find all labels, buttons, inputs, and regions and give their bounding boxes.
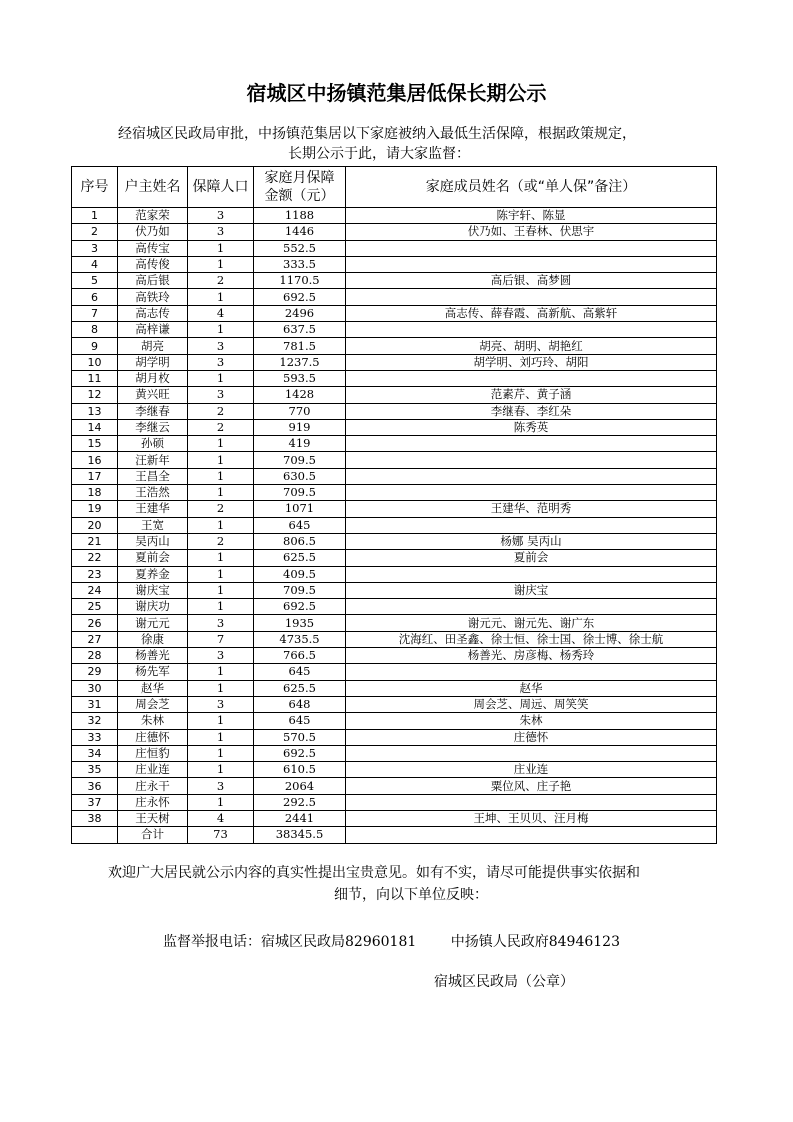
table-row: [72, 550, 717, 566]
cell-amount: 645: [254, 713, 346, 729]
cell-members: 谢庆宝: [346, 582, 717, 598]
cell-population: 4: [188, 810, 254, 826]
cell-members: 周会芝、周远、周笑笑: [346, 696, 717, 712]
cell-members: [346, 599, 717, 615]
cell-members: 杨善光、房彦梅、杨秀玲: [346, 648, 717, 664]
table-row: [72, 778, 717, 794]
cell-members: 朱林: [346, 713, 717, 729]
cell-amount: 552.5: [254, 240, 346, 256]
cell-members: [346, 240, 717, 256]
cell-members: 胡学明、刘巧玲、胡阳: [346, 354, 717, 370]
cell-householder: 杨先军: [118, 664, 188, 680]
table-row: [72, 370, 717, 386]
table-row: [72, 387, 717, 403]
cell-amount: 781.5: [254, 338, 346, 354]
cell-seq: 33: [72, 729, 118, 745]
cell-householder: 周会芝: [118, 696, 188, 712]
cell-householder: 伏乃如: [118, 224, 188, 240]
cell-householder: 高传俊: [118, 256, 188, 272]
cell-members: 李继春、李红朵: [346, 403, 717, 419]
cell-householder: 徐康: [118, 631, 188, 647]
cell-members: 陈秀英: [346, 419, 717, 435]
cell-members: 范素芹、黄子涵: [346, 387, 717, 403]
feedback-paragraph: [108, 862, 728, 906]
cell-population: 2: [188, 501, 254, 517]
cell-population: 1: [188, 794, 254, 810]
header-amount: [254, 167, 346, 208]
cell-amount: 709.5: [254, 452, 346, 468]
cell-seq: 14: [72, 419, 118, 435]
cell-population: 1: [188, 436, 254, 452]
cell-members: [346, 468, 717, 484]
cell-population: 3: [188, 208, 254, 224]
cell-members: 伏乃如、王春林、伏思宇: [346, 224, 717, 240]
cell-population: 2: [188, 403, 254, 419]
cell-householder: 朱林: [118, 713, 188, 729]
table-row: [72, 648, 717, 664]
cell-members: [346, 289, 717, 305]
cell-householder: 李继云: [118, 419, 188, 435]
cell-members: [346, 794, 717, 810]
cell-amount: 1071: [254, 501, 346, 517]
cell-population: 3: [188, 648, 254, 664]
cell-population: 1: [188, 599, 254, 615]
cell-population: 2: [188, 419, 254, 435]
cell-seq: 5: [72, 273, 118, 289]
cell-seq: 3: [72, 240, 118, 256]
cell-householder: 庄永干: [118, 778, 188, 794]
cell-seq: 32: [72, 713, 118, 729]
cell-amount: 333.5: [254, 256, 346, 272]
cell-amount: 625.5: [254, 680, 346, 696]
cell-population: 1: [188, 370, 254, 386]
table-row: [72, 713, 717, 729]
cell-amount: 570.5: [254, 729, 346, 745]
cell-householder: 夏前会: [118, 550, 188, 566]
cell-members: 夏前会: [346, 550, 717, 566]
cell-amount: 766.5: [254, 648, 346, 664]
cell-householder: 王昌全: [118, 468, 188, 484]
cell-population: 1: [188, 582, 254, 598]
cell-amount: 1188: [254, 208, 346, 224]
cell-seq: 18: [72, 485, 118, 501]
cell-members: 粟位风、庄子艳: [346, 778, 717, 794]
cell-amount: 919: [254, 419, 346, 435]
cell-seq: 20: [72, 517, 118, 533]
cell-population: 3: [188, 224, 254, 240]
cell-members: 王坤、王贝贝、汪月梅: [346, 810, 717, 826]
cell-seq: 35: [72, 762, 118, 778]
header-amount-line1: 家庭月保障: [264, 170, 335, 186]
table-row: [72, 762, 717, 778]
cell-amount: 630.5: [254, 468, 346, 484]
cell-members: [346, 436, 717, 452]
cell-householder: 庄恒豹: [118, 745, 188, 761]
cell-seq: 25: [72, 599, 118, 615]
cell-members: 胡亮、胡明、胡艳红: [346, 338, 717, 354]
cell-householder: 李继春: [118, 403, 188, 419]
cell-seq: 31: [72, 696, 118, 712]
cell-householder: 胡学明: [118, 354, 188, 370]
cell-amount: 637.5: [254, 322, 346, 338]
cell-seq: 19: [72, 501, 118, 517]
cell-householder: 合计: [118, 827, 188, 843]
header-population: 保障人口: [188, 167, 254, 208]
cell-population: 3: [188, 696, 254, 712]
cell-amount: 709.5: [254, 582, 346, 598]
cell-householder: 庄业连: [118, 762, 188, 778]
cell-population: 1: [188, 452, 254, 468]
cell-population: 1: [188, 729, 254, 745]
table-row: [72, 452, 717, 468]
table-row: [72, 566, 717, 582]
cell-seq: 10: [72, 354, 118, 370]
cell-householder: 高传宝: [118, 240, 188, 256]
cell-householder: 胡亮: [118, 338, 188, 354]
cell-householder: 黄兴旺: [118, 387, 188, 403]
cell-householder: 吴丙山: [118, 533, 188, 549]
table-row: [72, 240, 717, 256]
cell-amount: 625.5: [254, 550, 346, 566]
table-row: [72, 485, 717, 501]
cell-householder: 王建华: [118, 501, 188, 517]
cell-amount: 645: [254, 664, 346, 680]
intro-paragraph: [110, 124, 710, 164]
cell-seq: 27: [72, 631, 118, 647]
cell-population: 2: [188, 273, 254, 289]
table-row: [72, 680, 717, 696]
cell-members: [346, 566, 717, 582]
cell-seq: 2: [72, 224, 118, 240]
cell-seq: 9: [72, 338, 118, 354]
cell-amount: 1170.5: [254, 273, 346, 289]
cell-population: 4: [188, 305, 254, 321]
cell-seq: 24: [72, 582, 118, 598]
cell-members: 庄业连: [346, 762, 717, 778]
cell-population: 3: [188, 615, 254, 631]
cell-population: 1: [188, 256, 254, 272]
cell-members: 谢元元、谢元先、谢广东: [346, 615, 717, 631]
table-row: [72, 322, 717, 338]
cell-amount: 409.5: [254, 566, 346, 582]
cell-amount: 709.5: [254, 485, 346, 501]
cell-householder: 高梓谦: [118, 322, 188, 338]
table-row: [72, 256, 717, 272]
cell-population: 2: [188, 533, 254, 549]
feedback-line-1: 欢迎广大居民就公示内容的真实性提出宝贵意见。如有不实，请尽可能提供事实依据和: [108, 865, 640, 881]
cell-amount: 1428: [254, 387, 346, 403]
welfare-table: [71, 166, 717, 844]
cell-seq: 37: [72, 794, 118, 810]
cell-population: 7: [188, 631, 254, 647]
cell-householder: 高铁玲: [118, 289, 188, 305]
cell-members: 沈海红、田圣鑫、徐士恒、徐士国、徐士博、徐士航: [346, 631, 717, 647]
cell-seq: 22: [72, 550, 118, 566]
table-row: [72, 208, 717, 224]
cell-amount: 806.5: [254, 533, 346, 549]
cell-householder: 谢庆宝: [118, 582, 188, 598]
cell-seq: 23: [72, 566, 118, 582]
cell-population: 3: [188, 387, 254, 403]
official-seal-text: 宿城区民政局（公章）: [434, 974, 574, 990]
table-row: [72, 305, 717, 321]
cell-amount: 1935: [254, 615, 346, 631]
cell-population: 1: [188, 485, 254, 501]
cell-seq: 21: [72, 533, 118, 549]
cell-amount: 692.5: [254, 599, 346, 615]
table-total-row: [72, 827, 717, 843]
cell-seq: 7: [72, 305, 118, 321]
cell-seq: 11: [72, 370, 118, 386]
cell-amount: 2064: [254, 778, 346, 794]
cell-amount: 2441: [254, 810, 346, 826]
table-row: [72, 289, 717, 305]
cell-members: [346, 827, 717, 843]
cell-householder: 赵华: [118, 680, 188, 696]
cell-amount: 4735.5: [254, 631, 346, 647]
cell-population: 73: [188, 827, 254, 843]
cell-seq: 4: [72, 256, 118, 272]
cell-amount: 593.5: [254, 370, 346, 386]
cell-population: 1: [188, 289, 254, 305]
table-row: [72, 533, 717, 549]
table-row: [72, 810, 717, 826]
page-title: 宿城区中扬镇范集居低保长期公示: [246, 81, 547, 105]
cell-population: 1: [188, 517, 254, 533]
cell-householder: 王宽: [118, 517, 188, 533]
table-row: [72, 419, 717, 435]
table-row: [72, 468, 717, 484]
cell-seq: 1: [72, 208, 118, 224]
cell-amount: 770: [254, 403, 346, 419]
header-amount-line2: 金额（元）: [264, 188, 335, 204]
table-row: [72, 273, 717, 289]
cell-seq: 6: [72, 289, 118, 305]
cell-householder: 庄永怀: [118, 794, 188, 810]
table-row: [72, 599, 717, 615]
cell-population: 1: [188, 664, 254, 680]
cell-population: 1: [188, 713, 254, 729]
table-row: [72, 745, 717, 761]
cell-householder: 胡月枚: [118, 370, 188, 386]
cell-householder: 范家荣: [118, 208, 188, 224]
cell-population: 1: [188, 745, 254, 761]
table-row: [72, 794, 717, 810]
table-row: [72, 664, 717, 680]
cell-amount: 692.5: [254, 289, 346, 305]
cell-amount: 2496: [254, 305, 346, 321]
cell-amount: 419: [254, 436, 346, 452]
cell-members: 杨娜 吴丙山: [346, 533, 717, 549]
cell-members: [346, 322, 717, 338]
cell-householder: 谢庆功: [118, 599, 188, 615]
cell-seq: 30: [72, 680, 118, 696]
cell-population: 3: [188, 778, 254, 794]
cell-members: [346, 485, 717, 501]
cell-members: [346, 664, 717, 680]
cell-seq: 8: [72, 322, 118, 338]
cell-members: [346, 452, 717, 468]
table-body: [72, 208, 717, 844]
cell-population: 1: [188, 550, 254, 566]
cell-householder: 庄德怀: [118, 729, 188, 745]
cell-population: 1: [188, 762, 254, 778]
table-row: [72, 517, 717, 533]
cell-amount: 1237.5: [254, 354, 346, 370]
header-members: 家庭成员姓名（或“单人保”备注）: [346, 167, 717, 208]
cell-members: [346, 745, 717, 761]
cell-amount: 38345.5: [254, 827, 346, 843]
cell-householder: 高志传: [118, 305, 188, 321]
cell-householder: 杨善光: [118, 648, 188, 664]
cell-householder: 夏养金: [118, 566, 188, 582]
cell-members: 高后银、高梦圆: [346, 273, 717, 289]
cell-seq: 15: [72, 436, 118, 452]
table-row: [72, 436, 717, 452]
table-row: [72, 729, 717, 745]
cell-population: 1: [188, 566, 254, 582]
cell-population: 1: [188, 240, 254, 256]
cell-seq: 38: [72, 810, 118, 826]
cell-amount: 610.5: [254, 762, 346, 778]
cell-members: 庄德怀: [346, 729, 717, 745]
cell-seq: [72, 827, 118, 843]
cell-population: 1: [188, 680, 254, 696]
hotline-row: [163, 932, 620, 952]
cell-seq: 29: [72, 664, 118, 680]
hotline-civil-affairs: 监督举报电话：宿城区民政局82960181: [163, 934, 417, 950]
cell-householder: 孙硕: [118, 436, 188, 452]
cell-seq: 16: [72, 452, 118, 468]
table-row: [72, 582, 717, 598]
intro-line-2: 长期公示于此，请大家监督：: [288, 146, 470, 162]
intro-line-1: 经宿城区民政局审批，中扬镇范集居以下家庭被纳入最低生活保障，根据政策规定，: [118, 126, 636, 142]
table-row: [72, 338, 717, 354]
cell-amount: 1446: [254, 224, 346, 240]
header-householder: 户主姓名: [118, 167, 188, 208]
table-row: [72, 224, 717, 240]
cell-seq: 12: [72, 387, 118, 403]
cell-members: [346, 370, 717, 386]
cell-seq: 28: [72, 648, 118, 664]
cell-householder: 王浩然: [118, 485, 188, 501]
cell-amount: 648: [254, 696, 346, 712]
cell-householder: 高后银: [118, 273, 188, 289]
cell-seq: 13: [72, 403, 118, 419]
cell-population: 3: [188, 338, 254, 354]
cell-householder: 王天树: [118, 810, 188, 826]
feedback-line-2: 细节，向以下单位反映：: [334, 887, 488, 903]
cell-householder: 谢元元: [118, 615, 188, 631]
table-row: [72, 354, 717, 370]
table-row: [72, 696, 717, 712]
cell-members: 高志传、薛春霞、高新航、高紫轩: [346, 305, 717, 321]
cell-members: 王建华、范明秀: [346, 501, 717, 517]
cell-population: 3: [188, 354, 254, 370]
cell-population: 1: [188, 468, 254, 484]
cell-members: [346, 517, 717, 533]
cell-amount: 645: [254, 517, 346, 533]
cell-seq: 34: [72, 745, 118, 761]
table-row: [72, 403, 717, 419]
cell-population: 1: [188, 322, 254, 338]
table-row: [72, 631, 717, 647]
cell-seq: 26: [72, 615, 118, 631]
cell-seq: 17: [72, 468, 118, 484]
table-row: [72, 501, 717, 517]
cell-amount: 292.5: [254, 794, 346, 810]
cell-members: 赵华: [346, 680, 717, 696]
cell-seq: 36: [72, 778, 118, 794]
hotline-town-government: 中扬镇人民政府84946123: [450, 934, 620, 950]
cell-householder: 汪新年: [118, 452, 188, 468]
table-row: [72, 615, 717, 631]
cell-members: 陈宇轩、陈显: [346, 208, 717, 224]
header-seq: 序号: [72, 167, 118, 208]
cell-amount: 692.5: [254, 745, 346, 761]
table-header-row: [72, 167, 717, 208]
cell-members: [346, 256, 717, 272]
